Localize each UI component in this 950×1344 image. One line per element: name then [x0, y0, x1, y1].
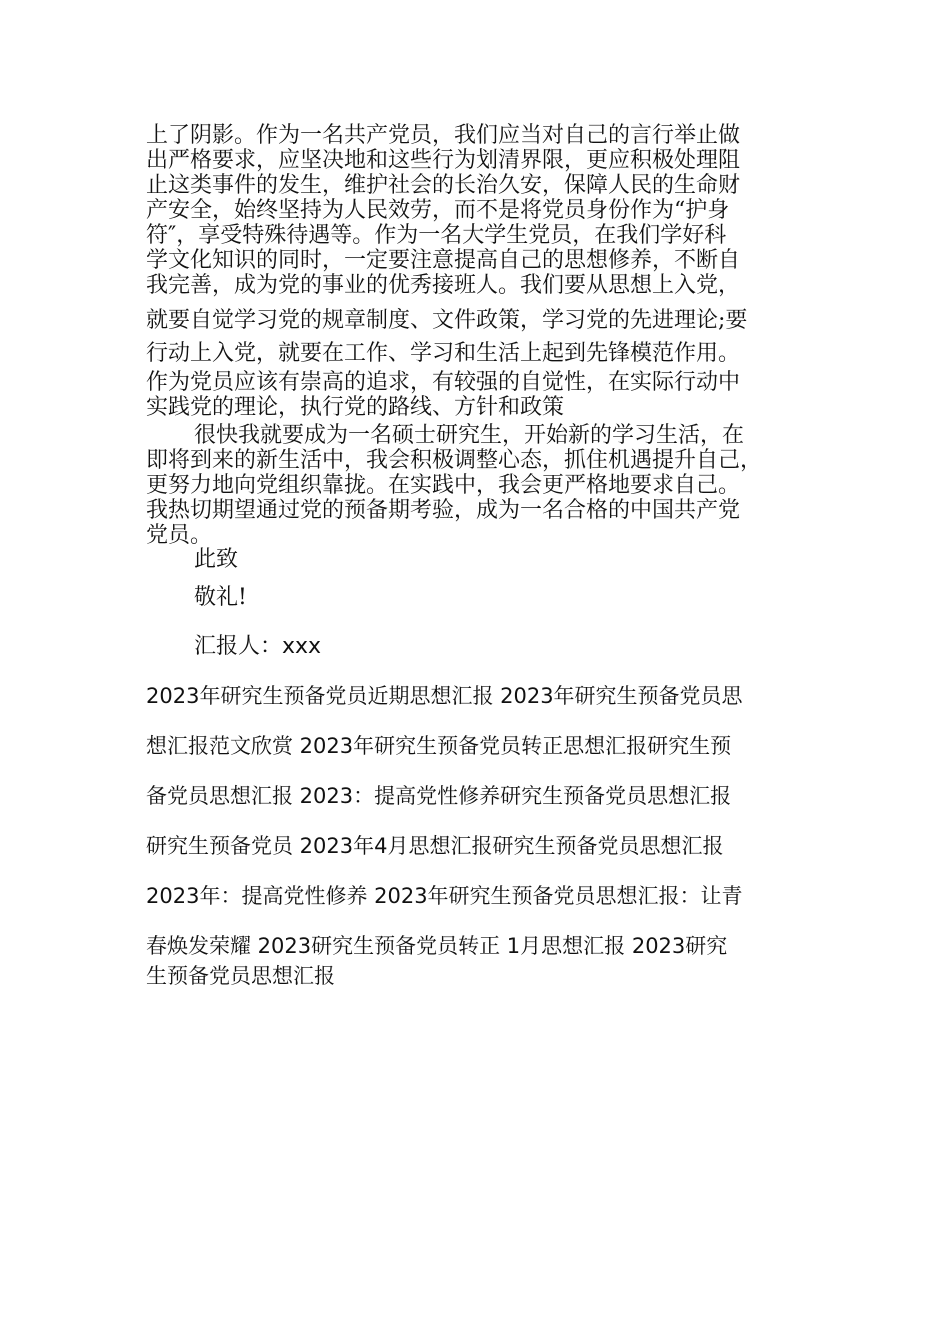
closing-salutation: 此致 — [194, 547, 239, 572]
paragraph-line: 就要自觉学习党的规章制度、文件政策，学习党的先进理论;要 — [146, 308, 748, 333]
related-line: 春焕发荣耀 2023研究生预备党员转正 1月思想汇报 2023研究 — [146, 934, 728, 958]
related-line: 备党员思想汇报 2023：提高党性修养研究生预备党员思想汇报 — [146, 784, 732, 808]
paragraph-line: 作为党员应该有崇高的追求，有较强的自觉性，在实际行动中 — [146, 370, 741, 395]
related-line: 2023年：提高党性修养 2023年研究生预备党员思想汇报：让青 — [146, 884, 743, 908]
paragraph-line: 符″，享受特殊待遇等。作为一名大学生党员，在我们学好科 — [146, 223, 727, 248]
paragraph-line: 学文化知识的同时，一定要注意提高自己的思想修养，不断自 — [146, 248, 741, 273]
closing-block — [146, 547, 816, 572]
paragraph-line: 我完善，成为党的事业的优秀接班人。我们要从思想上入党， — [146, 273, 741, 298]
paragraph-line: 更努力地向党组织靠拢。在实践中，我会更严格地要求自己。 — [146, 473, 741, 498]
paragraph-line: 止这类事件的发生，维护社会的长治久安，保障人民的生命财 — [146, 173, 741, 198]
related-line: 生预备党员思想汇报 — [146, 964, 335, 988]
related-line: 2023年研究生预备党员近期思想汇报 2023年研究生预备党员思 — [146, 684, 743, 708]
closing-regards: 敬礼! — [194, 585, 247, 610]
paragraph-line: 上了阴影。作为一名共产党员，我们应当对自己的言行举止做 — [146, 123, 741, 148]
paragraph-line: 我热切期望通过党的预备期考验，成为一名合格的中国共产党 — [146, 498, 741, 523]
paragraph-line: 产安全，始终坚持为人民效劳，而不是将党员身份作为“护身 — [146, 198, 730, 223]
body-paragraph-1 — [146, 123, 816, 420]
closing-regards-block — [146, 585, 816, 610]
reporter-signature: 汇报人：xxx — [194, 634, 322, 659]
paragraph-line: 很快我就要成为一名硕士研究生，开始新的学习生活，在 — [194, 423, 745, 448]
related-line: 想汇报范文欣赏 2023年研究生预备党员转正思想汇报研究生预 — [146, 734, 732, 758]
paragraph-line: 出严格要求，应坚决地和这些行为划清界限，更应积极处理阻 — [146, 148, 741, 173]
paragraph-line: 党员。 — [146, 523, 213, 548]
body-paragraph-2 — [146, 423, 816, 548]
reporter-block — [146, 634, 816, 659]
paragraph-line: 实践党的理论，执行党的路线、方针和政策 — [146, 395, 565, 420]
paragraph-line: 行动上入党，就要在工作、学习和生活上起到先锋模范作用。 — [146, 341, 741, 366]
related-titles — [146, 671, 816, 991]
related-line: 研究生预备党员 2023年4月思想汇报研究生预备党员思想汇报 — [146, 834, 724, 858]
paragraph-line: 即将到来的新生活中，我会积极调整心态，抓住机遇提升自己， — [146, 448, 763, 473]
